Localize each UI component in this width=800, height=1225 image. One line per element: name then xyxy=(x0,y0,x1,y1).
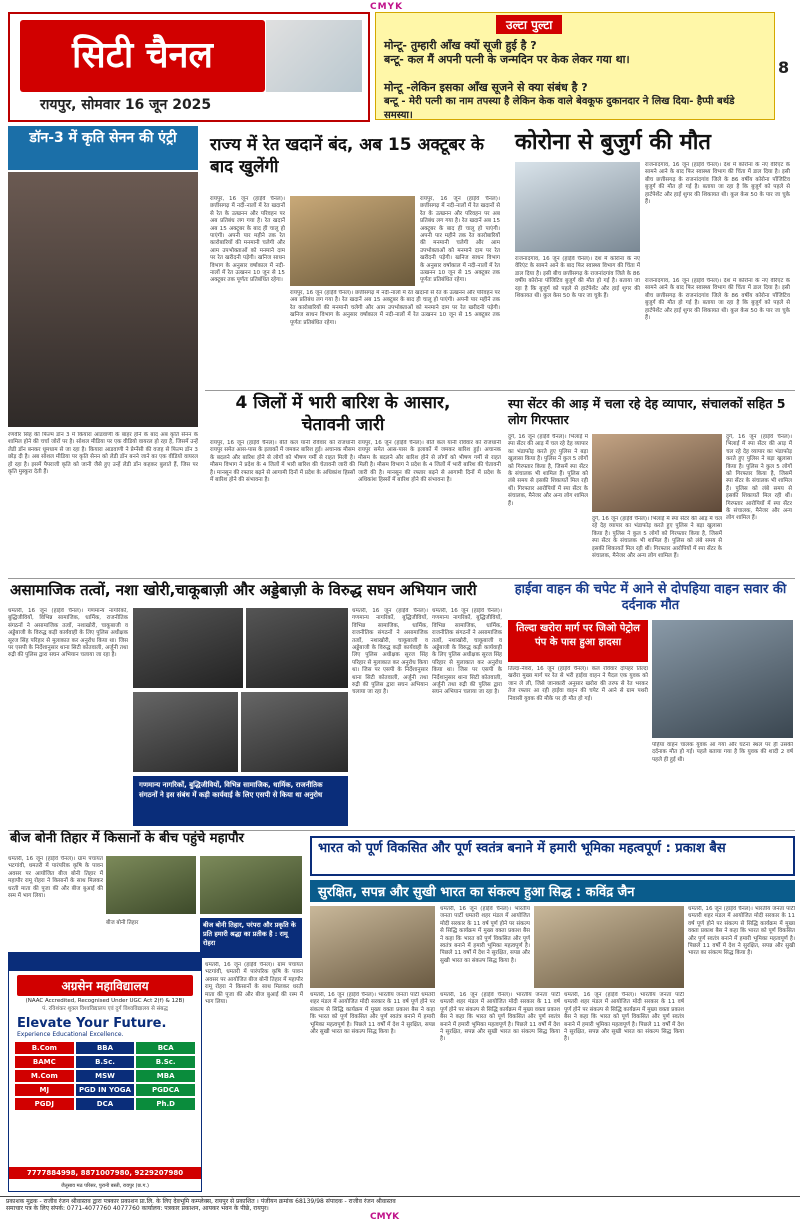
divider xyxy=(8,578,795,579)
seeds-body: धमतरी, 16 जून (हाईवे चैनल)। ग्राम पंचायत भटगांवी, धमतरी में पारंपरिक कृषि के पावन अवसर पर आयोजित बीज बोनी तिहार में महापौर रामू रोहरा ने किसानों के साथ मिलकर धरती माता की पूजा की और बीज बुआई की रस्म में भाग लिया। xyxy=(8,856,103,900)
sand-headline: राज्य में रेत खदानें बंद, अब 15 अक्टूबर के बाद खुलेंगी xyxy=(210,135,484,177)
course-badge: PGDCA xyxy=(136,1084,195,1096)
india-photo-1 xyxy=(310,906,435,988)
seeds-photo-2 xyxy=(200,856,302,914)
campaign-body: धमतरी, 16 जून (हाईवे चैनल)। गणमान्य नागरिकों, बुद्धिजीवियों, विभिन्न सामाजिक, धार्मिक, राजनीतिक संगठनों ने असामाजिक तत्वों, नशाखोरी, चाकूबाजी व अड्डेबाजी के विरुद्ध कड़ी कार्यवाही के लिए पुलिस अधीक्षक सूरज सिंह परिहार से मुलाकात कर अनुरोध किया था। जिस पर एसपी के निर्देशानुसार थाना सिटी कोतवाली, अर्जुनी तथा रुद्री की पुलिस द्वारा सघन अभियान चलाया जा रहा है। xyxy=(8,608,128,659)
don3-body: रणवीर सिंह की फिल्म डॉन 3 में कियारा आडवाणी के बाहर होने के बाद अब कृति सेनन के शामिल होने की चर्चा जोरों पर है। सोशल मीडिया पर एक वीडियो वायरल हो रहा है, जिसमें उन्हें लेडी डॉन बनकर धूमधाम से जा रहा है। कियारा आडवाणी ने प्रेग्नेंसी की वजह से फिल्म डॉन 3 छोड़ दी है। अब सोशल मीडिया पर कृति सेनन को लेडी डॉन बनने जाने का एक वीडियो वायरल हो रहा है। इसमें पैपराजी कृति को जानी जैसे हुए उन्हें लेडी डॉन कहकर बुलाते हैं, जिस पर कृति मुस्कुरा देती हैं। xyxy=(8,432,198,476)
spa-body-3: दुर्ग, 16 जून (हाईवे चैनल)। भिलाई में स्पा सेंटर की आड़ में चल रहे देह व्यापार का भंडाफोड़ करते हुए पुलिस ने बड़ा खुलासा किया है। पुलिस ने कुल 5 लोगों को गिरफ्तार किया है, जिसमें स्पा सेंटर के संचालक भी शामिल हैं। पुलिस को लंबे समय से इसकी शिकायतें मिल रही थीं। गिरफ्तार आरोपियों में स्पा सेंटर के संचालक, मैनेजर और अन्य लोग शामिल हैं। xyxy=(726,434,792,522)
india-body-4: धमतरी, 16 जून (हाईवे चैनल)। भारतीय जनता पार्टी धमतरी शहर मंडल में आयोजित मोदी सरकार के 11 वर्ष पूर्ण होने पर संकल्प से सिद्धि कार्यक्रम में मुख्य वक्ता प्रकाश बैस ने कहा कि भारत को पूर्ण विकसित और पूर्ण स्वतंत्र बनाने में हमारी भूमिका महत्वपूर्ण है। पिछले 11 वर्षों में देश ने सुरक्षित, सपन्न और सुखी भारत का संकल्प सिद्ध किया है। xyxy=(440,992,560,1043)
corona-body-3: राजनांदगांव, 16 जून (हाईवे चैनल)। देश में कोरोना के नए वेरिएंट के सामने आने के बाद फिर स्वास्थ्य विभाग की चिंता में डाल दिया है। इसी बीच छत्तीसगढ़ के राजनांदगांव जिले के 86 वर्षीय कोरोना पॉजिटिव बुजुर्ग की मौत हो गई है। बताया जा रहा है कि बुजुर्ग को पहले से हार्टपेशेंट और हाई शुगर की शिकायत थी। कुल केस 50 के पार जा चुके हैं। xyxy=(645,278,790,322)
course-badge: MJ xyxy=(15,1084,74,1096)
college-affiliation: पं. रविशंकर शुक्ल विश्वविद्यालय एवं दुर्ग विश्वविद्यालय से संबद्ध xyxy=(42,1006,168,1012)
course-grid xyxy=(9,1038,201,1114)
course-badge: BCA xyxy=(136,1042,195,1054)
page-number: 8 xyxy=(778,58,790,77)
corona-body: राजनांदगांव, 16 जून (हाईवे चैनल)। देश में कोरोना के नए वेरिएंट के सामने आने के बाद फिर स्वास्थ्य विभाग की चिंता में डाल दिया है। इसी बीच छत्तीसगढ़ के राजनांदगांव जिले के 86 वर्षीय कोरोना पॉजिटिव बुजुर्ग की मौत हो गई है। बताया जा रहा है कि बुजुर्ग को पहले से हार्टपेशेंट और हाई शुगर की शिकायत थी। कुल केस 50 के पार जा चुके हैं। xyxy=(645,162,790,206)
india-photo-2 xyxy=(534,906,684,988)
ulta-line-3: मोन्टू -लेकिन इसका आँख सूजने से क्या संबंध है ? xyxy=(384,81,588,94)
india-body: धमतरी, 16 जून (हाईवे चैनल)। भारतीय जनता पार्टी धमतरी शहर मंडल में आयोजित मोदी सरकार के 11 वर्ष पूर्ण होने पर संकल्प से सिद्धि कार्यक्रम में मुख्य वक्ता प्रकाश बैस ने कहा कि भारत को पूर्ण विकसित और पूर्ण स्वतंत्र बनाने में हमारी भूमिका महत्वपूर्ण है। पिछले 11 वर्षों में देश ने सुरक्षित, सपन्न और सुखी भारत का संकल्प सिद्ध किया है। xyxy=(440,906,530,964)
course-badge: B.Sc. xyxy=(76,1056,135,1068)
course-badge: MBA xyxy=(136,1070,195,1082)
don3-headline: डॉन-3 में कृति सेनन की एंट्री xyxy=(8,126,198,170)
campaign-headline: असामाजिक तत्वों, नशा खोरी,चाकूबाज़ी और अड्डेबाज़ी के विरुद्ध सघन अभियान जारी xyxy=(10,581,477,599)
college-address: जैतूसाव मठ परिसर, पुरानी बस्ती, रायपुर (छ.ग.) xyxy=(61,1183,149,1189)
course-badge: B.Sc. xyxy=(136,1056,195,1068)
campaign-photo-1 xyxy=(133,608,243,688)
campaign-callout: गणमान्य नागरिकों, बुद्धिजीवियों, विभिन्न सामाजिक, धार्मिक, राजनीतिक संगठनों ने इस संबंध में कड़ी कार्यवाई के लिए एसपी से किया था अनुरोध xyxy=(133,776,348,826)
ulta-line-1: मोन्टू- तुम्हारी आँख क्यों सूजी हुई है ? xyxy=(384,39,537,52)
sand-body-2: रायपुर, 16 जून (हाईवे चैनल)। छत्तीसगढ़ में नदी-नालों में रेत खदानों से रेत के उत्खनन और परिवहन पर अब प्रतिबंध लग गया है। रेत खदानें अब 15 अक्टूबर के बाद ही चालू हो पाएंगी। अपनी पार महीने तक रेत कारोबारियों की मनमानी चलेगी और आम उपभोक्ताओं को मनमाने दाम पर रेत खरीदनी पड़ेगी। खनिज साधन विभाग के अनुसार वर्षाकाल में नदी-नालों में रेत उत्खनन 10 जून से 15 अक्टूबर तक पूर्णतः प्रतिबंधित रहेगा। xyxy=(290,290,500,326)
spa-photo xyxy=(592,434,722,512)
india-body-5: धमतरी, 16 जून (हाईवे चैनल)। भारतीय जनता पार्टी धमतरी शहर मंडल में आयोजित मोदी सरकार के 11 वर्ष पूर्ण होने पर संकल्प से सिद्धि कार्यक्रम में मुख्य वक्ता प्रकाश बैस ने कहा कि भारत को पूर्ण विकसित और पूर्ण स्वतंत्र बनाने में हमारी भूमिका महत्वपूर्ण है। पिछले 11 वर्षों में देश ने सुरक्षित, सपन्न और सुखी भारत का संकल्प सिद्ध किया है। xyxy=(564,992,684,1043)
masthead-dateline: रायपुर, सोमवार 16 जून 2025 xyxy=(40,97,212,113)
campaign-body-3: धमतरी, 16 जून (हाईवे चैनल)। गणमान्य नागरिकों, बुद्धिजीवियों, विभिन्न सामाजिक, धार्मिक, राजनीतिक संगठनों ने असामाजिक तत्वों, नशाखोरी, चाकूबाजी व अड्डेबाजी के विरुद्ध कड़ी कार्यवाही के लिए पुलिस अधीक्षक सूरज सिंह परिहार से मुलाकात कर अनुरोध किया था। जिस पर एसपी के निर्देशानुसार थाना सिटी कोतवाली, अर्जुनी तथा रुद्री की पुलिस द्वारा सघन अभियान चलाया जा रहा है। xyxy=(432,608,502,696)
campaign-photo-4 xyxy=(241,692,348,772)
course-badge: PGD IN YOGA xyxy=(76,1084,135,1096)
spa-headline: स्पा सेंटर की आड़ में चला रहे देह व्यापार, संचालकों सहित 5 लोग गिरफ्तार xyxy=(508,396,786,427)
footer xyxy=(0,1196,800,1212)
seeds-headline: बीज बोनी तिहार में किसानों के बीच पहुंचे महापौर xyxy=(10,831,244,846)
college-tagline: Elevate Your Future. xyxy=(17,1016,167,1031)
campaign-photo-2 xyxy=(246,608,348,688)
india-body-2: धमतरी, 16 जून (हाईवे चैनल)। भारतीय जनता पार्टी धमतरी शहर मंडल में आयोजित मोदी सरकार के 11 वर्ष पूर्ण होने पर संकल्प से सिद्धि कार्यक्रम में मुख्य वक्ता प्रकाश बैस ने कहा कि भारत को पूर्ण विकसित और पूर्ण स्वतंत्र बनाने में हमारी भूमिका महत्वपूर्ण है। पिछले 11 वर्षों में देश ने सुरक्षित, सपन्न और सुखी भारत का संकल्प सिद्ध किया है। xyxy=(688,906,795,957)
ulta-pulta-heading: उल्टा पुल्टा xyxy=(496,15,562,34)
seeds-photo-caption: बीज बोनी तिहार xyxy=(106,920,139,926)
india-body-3: धमतरी, 16 जून (हाईवे चैनल)। भारतीय जनता पार्टी धमतरी शहर मंडल में आयोजित मोदी सरकार के 11 वर्ष पूर्ण होने पर संकल्प से सिद्धि कार्यक्रम में मुख्य वक्ता प्रकाश बैस ने कहा कि भारत को पूर्ण विकसित और पूर्ण स्वतंत्र बनाने में हमारी भूमिका महत्वपूर्ण है। पिछले 11 वर्षों में देश ने सुरक्षित, सपन्न और सुखी भारत का संकल्प सिद्ध किया है। xyxy=(310,992,435,1036)
seeds-photo-1 xyxy=(106,856,196,914)
course-badge: BAMC xyxy=(15,1056,74,1068)
india-subhead: सुरक्षित, सपन्न और सुखी भारत का संकल्प हुआ सिद्ध : कविंद्र जैन xyxy=(310,880,795,902)
highway-photo xyxy=(652,620,793,738)
corona-photo xyxy=(515,162,640,252)
footer-line-1: प्रकाशक मुद्रक - राजीव रंजन श्रीवास्तव द्वारा पत्रकार प्रकाशन प्रा.लि. के लिए देवभूमि कम्प्लेक्स, रायपुर से प्रकाशित । पंजीयन क्रमांक 68139/98 संपादक - राजीव रंजन श्रीवास्तव xyxy=(6,1198,396,1205)
highway-body: तिल्दा-नेवरा, 16 जून (हाईवे चैनल)। कल रविवार दोपहर तिल्दा खरोरा मुख्य मार्ग पर रेत से भरी हाईवा वाहन ने पैदल एक युवक को जान ले ली, जिसे जानकारी अनुसार खरोरा की तरफ से रेत भरकर तेज रफ्तार आ रही हाईवा वाहन की चपेट में आने से ग्राम पथरी निवासी युवक की मौके पर ही मौत हो गई। xyxy=(508,666,648,702)
college-ad xyxy=(8,952,202,1192)
highway-banner: तिल्दा खरोरा मार्ग पर जिओ पेट्रोल पंप के पास हुआ हादसा xyxy=(508,620,648,662)
seeds-callout: बीज बोनी तिहार, परंपरा और प्रकृति के प्रति हमारी श्रद्धा का प्रतीक है : रामू रोहरा xyxy=(200,918,302,958)
ulta-line-4: बन्टू - मेरी पत्नी का नाम तपस्या है लेकिन केक वाले बेवकूफ दुकानदार ने लिख दिया- हैप्पी बर्थडे समस्या। xyxy=(384,96,735,121)
rain-body-2: रायपुर, 16 जून (हाईवे चैनल)। बीते कल यानी रविवार को राजधानी रायपुर समेत आस-पास के इलाकों में जमकर बारिश हुई। अचानक मौसम के बदलने और बारिश होने से लोगों को भीषण गर्मी से राहत मिली है। मौसम विभाग ने प्रदेश के 4 जिलों में भारी बारिश की चेतावनी जारी की है। मानसून की रफ्तार बढ़ने से आगामी दिनों में प्रदेश के अधिकांश हिस्सों में बारिश होने की संभावना है। xyxy=(358,440,501,484)
seeds-body-2: धमतरी, 16 जून (हाईवे चैनल)। ग्राम पंचायत भटगांवी, धमतरी में पारंपरिक कृषि के पावन अवसर पर आयोजित बीज बोनी तिहार में महापौर रामू रोहरा ने किसानों के साथ मिलकर धरती माता की पूजा की और बीज बुआई की रस्म में भाग लिया। xyxy=(205,962,303,1006)
india-headline-box xyxy=(310,836,795,876)
rain-headline: 4 जिलों में भारी बारिश के आसार, चेतावनी जारी xyxy=(235,393,451,435)
rain-body: रायपुर, 16 जून (हाईवे चैनल)। बीते कल यानी रविवार को राजधानी रायपुर समेत आस-पास के इलाकों में जमकर बारिश हुई। अचानक मौसम के बदलने और बारिश होने से लोगों को भीषण गर्मी से राहत मिली है। मौसम विभाग ने प्रदेश के 4 जिलों में भारी बारिश की चेतावनी जारी की है। मानसून की रफ्तार बढ़ने से आगामी दिनों में प्रदेश के अधिकांश हिस्सों में बारिश होने की संभावना है। xyxy=(210,440,355,484)
college-name-ribbon: अग्रसेन महाविद्यालय xyxy=(17,975,193,996)
ulta-pulta-box xyxy=(375,12,775,120)
india-headline: भारत को पूर्ण विकसित और पूर्ण स्वतंत्र बनाने में हमारी भूमिका महत्वपूर्ण : प्रकाश बैस xyxy=(318,841,726,856)
course-badge: Ph.D xyxy=(136,1098,195,1110)
kriti-photo xyxy=(8,172,198,427)
highway-headline: हाईवा वाहन की चपेट में आने से दोपहिया वाहन सवार की दर्दनाक मौत xyxy=(514,582,787,613)
cmyk-label-bottom: CMYK xyxy=(370,1212,400,1222)
corona-body-2: राजनांदगांव, 16 जून (हाईवे चैनल)। देश में कोरोना के नए वेरिएंट के सामने आने के बाद फिर स्वास्थ्य विभाग की चिंता में डाल दिया है। इसी बीच छत्तीसगढ़ के राजनांदगांव जिले के 86 वर्षीय कोरोना पॉजिटिव बुजुर्ग की मौत हो गई है। बताया जा रहा है कि बुजुर्ग को पहले से हार्टपेशेंट और हाई शुगर की शिकायत थी। कुल केस 50 के पार जा चुके हैं। xyxy=(515,256,640,300)
spa-body: दुर्ग, 16 जून (हाईवे चैनल)। भिलाई में स्पा सेंटर की आड़ में चल रहे देह व्यापार का भंडाफोड़ करते हुए पुलिस ने बड़ा खुलासा किया है। पुलिस ने कुल 5 लोगों को गिरफ्तार किया है, जिसमें स्पा सेंटर के संचालक भी शामिल हैं। पुलिस को लंबे समय से इसकी शिकायतें मिल रही थीं। गिरफ्तार आरोपियों में स्पा सेंटर के संचालक, मैनेजर और अन्य लोग शामिल हैं। xyxy=(508,434,588,507)
course-badge: B.Com xyxy=(15,1042,74,1054)
highway-caption: पहिया वाहन चालक युवक आ गया और घटना स्थल पर ही उसकी दर्दनाक मौत हो गई। पहले बताया गया है कि युवक की शादी 2 वर्ष पहले ही हुई थी। xyxy=(652,742,793,763)
masthead xyxy=(8,12,370,122)
course-badge: M.Com xyxy=(15,1070,74,1082)
footer-line-2: समाचार पत्र के लिए संपर्क: 0771-4077760 4077760 कार्यालय: पत्रकार प्रकाशन, आयकर भवन के पीछे, रायपुर। xyxy=(6,1204,269,1212)
college-contact[interactable]: 7777884998, 8871007980, 9229207980 xyxy=(9,1167,201,1179)
course-badge: DCA xyxy=(76,1098,135,1110)
campaign-photo-3 xyxy=(133,692,238,772)
course-badge: MSW xyxy=(76,1070,135,1082)
sand-body: रायपुर, 16 जून (हाईवे चैनल)। छत्तीसगढ़ में नदी-नालों में रेत खदानों से रेत के उत्खनन और परिवहन पर अब प्रतिबंध लग गया है। रेत खदानें अब 15 अक्टूबर के बाद ही चालू हो पाएंगी। अपनी पार महीने तक रेत कारोबारियों की मनमानी चलेगी और आम उपभोक्ताओं को मनमाने दाम पर रेत खरीदनी पड़ेगी। खनिज साधन विभाग के अनुसार वर्षाकाल में नदी-नालों में रेत उत्खनन 10 जून से 15 अक्टूबर तक पूर्णतः प्रतिबंधित रहेगा। xyxy=(210,196,285,284)
course-badge: PGDJ xyxy=(15,1098,74,1110)
cmyk-label: CMYK xyxy=(370,2,404,12)
spa-body-2: दुर्ग, 16 जून (हाईवे चैनल)। भिलाई में स्पा सेंटर की आड़ में चल रहे देह व्यापार का भंडाफोड़ करते हुए पुलिस ने बड़ा खुलासा किया है। पुलिस ने कुल 5 लोगों को गिरफ्तार किया है, जिसमें स्पा सेंटर के संचालक भी शामिल हैं। पुलिस को लंबे समय से इसकी शिकायतें मिल रही थीं। गिरफ्तार आरोपियों में स्पा सेंटर के संचालक, मैनेजर और अन्य लोग शामिल हैं। xyxy=(592,516,722,560)
divider xyxy=(205,390,795,391)
college-tagline-2: Experience Educational Excellence. xyxy=(17,1031,124,1038)
ulta-line-2: बन्टू- कल मैं अपनी पत्नी के जन्मदिन पर केक लेकर गया था। xyxy=(384,53,630,66)
sand-body-3: रायपुर, 16 जून (हाईवे चैनल)। छत्तीसगढ़ में नदी-नालों में रेत खदानों से रेत के उत्खनन और परिवहन पर अब प्रतिबंध लग गया है। रेत खदानें अब 15 अक्टूबर के बाद ही चालू हो पाएंगी। अपनी पार महीने तक रेत कारोबारियों की मनमानी चलेगी और आम उपभोक्ताओं को मनमाने दाम पर रेत खरीदनी पड़ेगी। खनिज साधन विभाग के अनुसार वर्षाकाल में नदी-नालों में रेत उत्खनन 10 जून से 15 अक्टूबर तक पूर्णतः प्रतिबंधित रहेगा। xyxy=(420,196,500,284)
corona-headline: कोरोना से बुजुर्ग की मौत xyxy=(515,130,711,155)
course-badge: BBA xyxy=(76,1042,135,1054)
college-subtitle: (NAAC Accredited, Recognised Under UGC Act 2(f) & 12B) xyxy=(25,998,185,1004)
masthead-title: सिटी चैनल xyxy=(20,20,265,92)
campaign-body-2: धमतरी, 16 जून (हाईवे चैनल)। गणमान्य नागरिकों, बुद्धिजीवियों, विभिन्न सामाजिक, धार्मिक, राजनीतिक संगठनों ने असामाजिक तत्वों, नशाखोरी, चाकूबाजी व अड्डेबाजी के विरुद्ध कड़ी कार्यवाही के लिए पुलिस अधीक्षक सूरज सिंह परिहार से मुलाकात कर अनुरोध किया था। जिस पर एसपी के निर्देशानुसार थाना सिटी कोतवाली, अर्जुनी तथा रुद्री की पुलिस द्वारा सघन अभियान चलाया जा रहा है। xyxy=(352,608,428,696)
masthead-city-image xyxy=(266,20,362,92)
sand-photo xyxy=(290,196,415,286)
